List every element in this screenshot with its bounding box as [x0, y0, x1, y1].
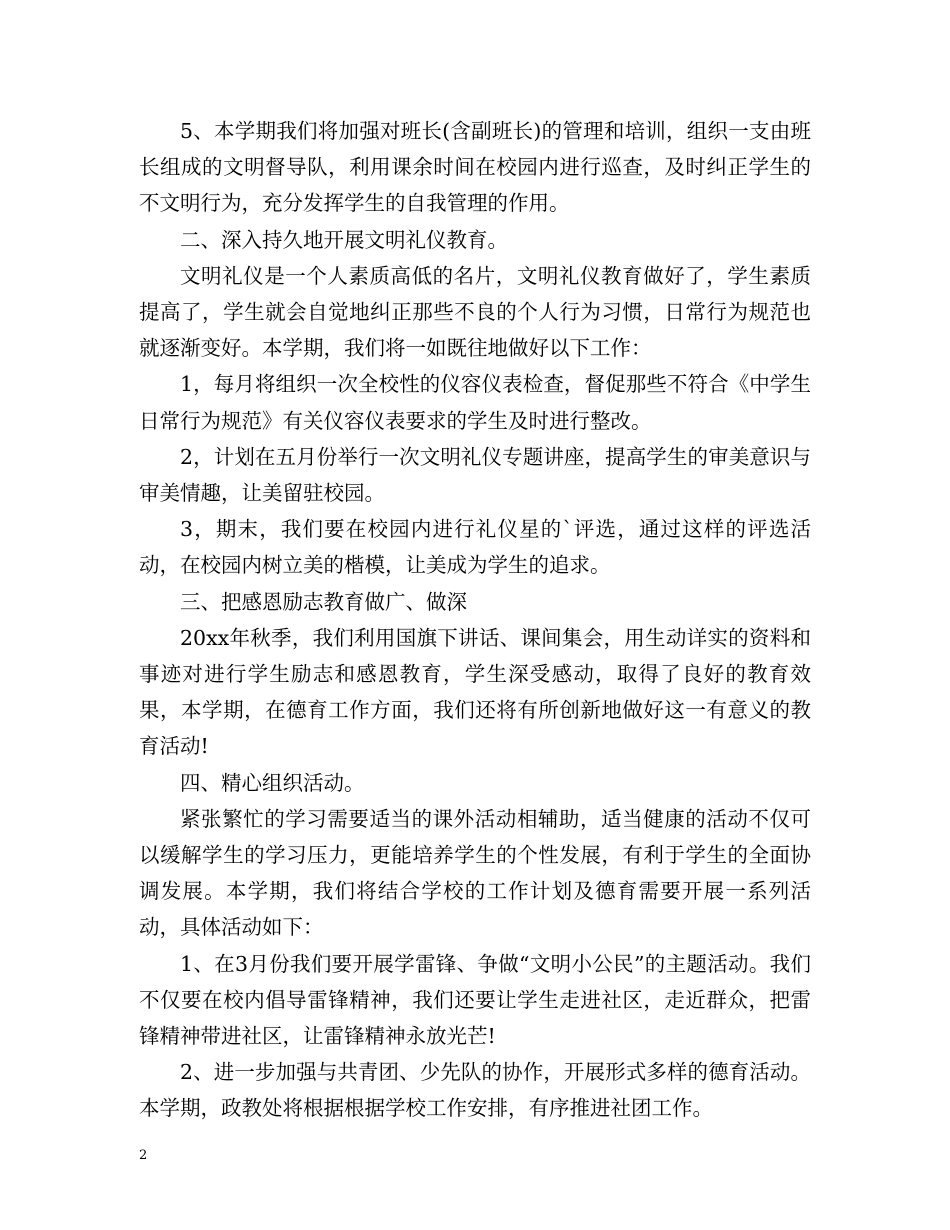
- list-item-youth-league-cooperation: 2、进一步加强与共青团、少先队的协作，开展形式多样的德育活动。 本学期，政教处将根据根据学校工作安排，有序推进社团工作。: [139, 1060, 811, 1121]
- paragraph-class-monitor-training: 5、本学期我们将加强对班长(含副班长)的管理和培训，组织一支由班长组成的文明督导队，利用课余时间在校园内进行巡查，及时纠正学生的不文明行为，充分发挥学生的自我管理的作用。: [139, 119, 811, 216]
- heading-gratitude-education: 三、把感恩励志教育做广、做深: [180, 589, 467, 614]
- paragraph-gratitude-review: 20xx年秋季，我们利用国旗下讲话、课间集会，用生动详实的资料和事迹对进行学生励志和感恩教育，学生深受感动，取得了良好的教育效果，本学期，在德育工作方面，我们还将有所创新地做好这一有意义的教育活动!: [139, 625, 811, 759]
- paragraph-etiquette-intro: 文明礼仪是一个人素质高低的名片，文明礼仪教育做好了，学生素质提高了，学生就会自觉地纠正那些不良的个人行为习惯，日常行为规范也就逐渐变好。本学期，我们将一如既往地做好以下工作：: [139, 263, 811, 361]
- document-body: [139, 113, 811, 1127]
- page-number: 2: [139, 1148, 148, 1163]
- list-item-etiquette-lecture: 2，计划在五月份举行一次文明礼仪专题讲座，提高学生的审美意识与审美情趣，让美留驻校园。: [139, 444, 811, 506]
- paragraph-activities-intro: 紧张繁忙的学习需要适当的课外活动相辅助，适当健康的活动不仅可以缓解学生的学习压力，更能培养学生的个性发展，有利于学生的全面协调发展。本学期，我们将结合学校的工作计划及德育需要开展一系列活动，具体活动如下：: [139, 806, 811, 940]
- list-item-monthly-inspection: 1，每月将组织一次全校性的仪容仪表检查，督促那些不符合《中学生日常行为规范》有关仪容仪表要求的学生及时进行整改。: [139, 372, 811, 433]
- heading-organize-activities: 四、精心组织活动。: [180, 770, 365, 795]
- list-item-etiquette-star: 3，期末，我们要在校园内进行礼仪星的`评选，通过这样的评选活动，在校园内树立美的楷模，让美成为学生的追求。: [139, 517, 811, 578]
- list-item-lei-feng-activity: 1、在3月份我们要开展学雷锋、争做“文明小公民”的主题活动。我们不仅要在校内倡导雷锋精神，我们还要让学生走进社区，走近群众，把雷锋精神带进社区，让雷锋精神永放光芒!: [139, 951, 811, 1049]
- heading-etiquette-education: 二、深入持久地开展文明礼仪教育。: [180, 227, 508, 252]
